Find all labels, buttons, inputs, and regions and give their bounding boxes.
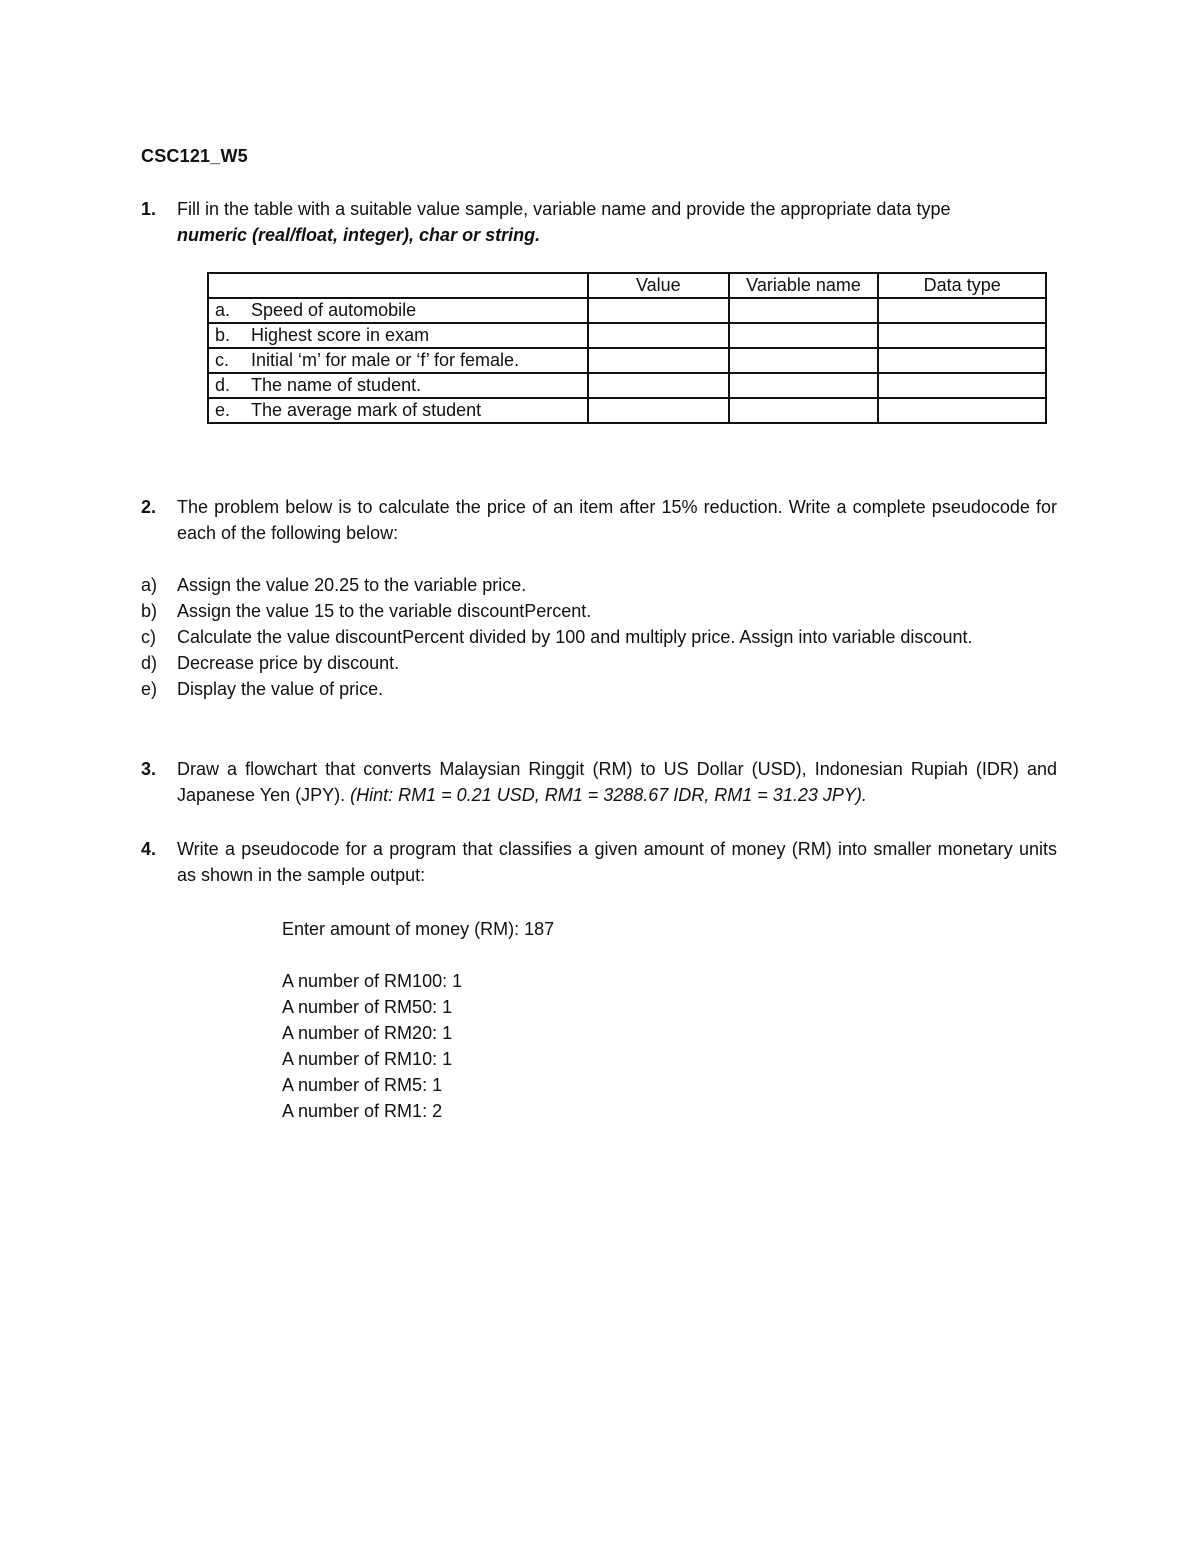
sample-line: A number of RM5: 1 <box>282 1075 443 1095</box>
step-letter: a) <box>141 575 158 595</box>
question-3-hint: (Hint: RM1 = 0.21 USD, RM1 = 3288.67 IDR, RM1 = 31.23 JPY). <box>350 785 867 805</box>
data-type-cell[interactable] <box>878 298 1046 323</box>
list-item <box>141 624 1057 650</box>
row-letter: b. <box>215 325 231 345</box>
table-row-label <box>208 298 588 323</box>
table-header-blank <box>208 273 588 298</box>
row-letter: a. <box>215 300 231 320</box>
row-letter: e. <box>215 400 231 420</box>
row-letter: c. <box>215 350 230 370</box>
pseudocode-steps-list <box>141 572 1057 702</box>
row-letter: d. <box>215 375 231 395</box>
value-cell[interactable] <box>588 398 729 423</box>
question-2-text: The problem below is to calculate the price of an item after 15% reduction. Write a complete pseudocode for each of the following below: <box>177 497 1057 543</box>
step-text: Assign the value 15 to the variable discountPercent. <box>177 601 592 621</box>
sample-output <box>282 916 554 1124</box>
table-row <box>208 398 1046 423</box>
question-2-number: 2. <box>141 497 157 517</box>
data-type-cell[interactable] <box>878 323 1046 348</box>
value-cell[interactable] <box>588 298 729 323</box>
step-text: Calculate the value discountPercent divided by 100 and multiply price. Assign into variable discount. <box>177 627 973 647</box>
sample-line: A number of RM10: 1 <box>282 1049 453 1069</box>
table-header-data-type: Data type <box>878 273 1046 298</box>
sample-prompt: Enter amount of money (RM): 187 <box>282 919 555 939</box>
step-letter: b) <box>141 601 158 621</box>
value-cell[interactable] <box>588 323 729 348</box>
table-row-label <box>208 348 588 373</box>
question-3-instruction: Draw a flowchart that converts Malaysian Ringgit (RM) to US Dollar (USD), Indonesian Rupiah (IDR) and Japanese Yen (JPY). <box>177 759 1057 805</box>
data-type-cell[interactable] <box>878 373 1046 398</box>
list-item <box>141 676 1057 702</box>
row-label-text: Speed of automobile <box>251 300 417 320</box>
table-row-label <box>208 398 588 423</box>
data-type-cell[interactable] <box>878 348 1046 373</box>
list-item <box>141 572 1057 598</box>
table-row <box>208 348 1046 373</box>
step-letter: c) <box>141 627 156 647</box>
variable-name-cell[interactable] <box>729 348 879 373</box>
question-4-text: Write a pseudocode for a program that classifies a given amount of money (RM) into smaller monetary units as shown in the sample output: <box>177 839 1057 885</box>
question-2 <box>141 494 1057 702</box>
question-1-text <box>177 196 1057 248</box>
table-row <box>208 298 1046 323</box>
question-3 <box>141 756 1057 808</box>
table-row <box>208 373 1046 398</box>
step-text: Display the value of price. <box>177 679 384 699</box>
question-3-text <box>177 756 1057 808</box>
data-type-cell[interactable] <box>878 398 1046 423</box>
data-type-table <box>207 272 1047 424</box>
variable-name-cell[interactable] <box>729 373 879 398</box>
value-cell[interactable] <box>588 373 729 398</box>
row-label-text: Initial ‘m’ for male or ‘f’ for female. <box>251 350 520 370</box>
table-row-label <box>208 323 588 348</box>
table-row-label <box>208 373 588 398</box>
question-4 <box>141 836 1057 888</box>
sample-line: A number of RM50: 1 <box>282 997 453 1017</box>
question-1-number: 1. <box>141 199 157 219</box>
step-text: Decrease price by discount. <box>177 653 400 673</box>
variable-name-cell[interactable] <box>729 298 879 323</box>
sample-line: A number of RM20: 1 <box>282 1023 453 1043</box>
variable-name-cell[interactable] <box>729 398 879 423</box>
sample-line: A number of RM100: 1 <box>282 971 463 991</box>
step-letter: e) <box>141 679 158 699</box>
step-text: Assign the value 20.25 to the variable price. <box>177 575 527 595</box>
row-label-text: Highest score in exam <box>251 325 430 345</box>
question-4-number: 4. <box>141 839 157 859</box>
sample-line: A number of RM1: 2 <box>282 1101 443 1121</box>
question-1 <box>141 196 1057 248</box>
row-label-text: The name of student. <box>251 375 422 395</box>
question-1-instruction: Fill in the table with a suitable value sample, variable name and provide the appropriate data type <box>177 199 951 219</box>
question-1-data-types: numeric (real/float, integer), char or string. <box>177 225 541 245</box>
question-2-steps <box>141 572 1057 702</box>
table-header-row <box>208 273 1046 298</box>
list-item <box>141 598 1057 624</box>
table-header-value: Value <box>588 273 729 298</box>
value-cell[interactable] <box>588 348 729 373</box>
table-header-variable-name: Variable name <box>729 273 879 298</box>
step-letter: d) <box>141 653 158 673</box>
document-title: CSC121_W5 <box>141 146 248 166</box>
row-label-text: The average mark of student <box>251 400 482 420</box>
list-item <box>141 650 1057 676</box>
table-row <box>208 323 1046 348</box>
variable-name-cell[interactable] <box>729 323 879 348</box>
question-3-number: 3. <box>141 759 157 779</box>
